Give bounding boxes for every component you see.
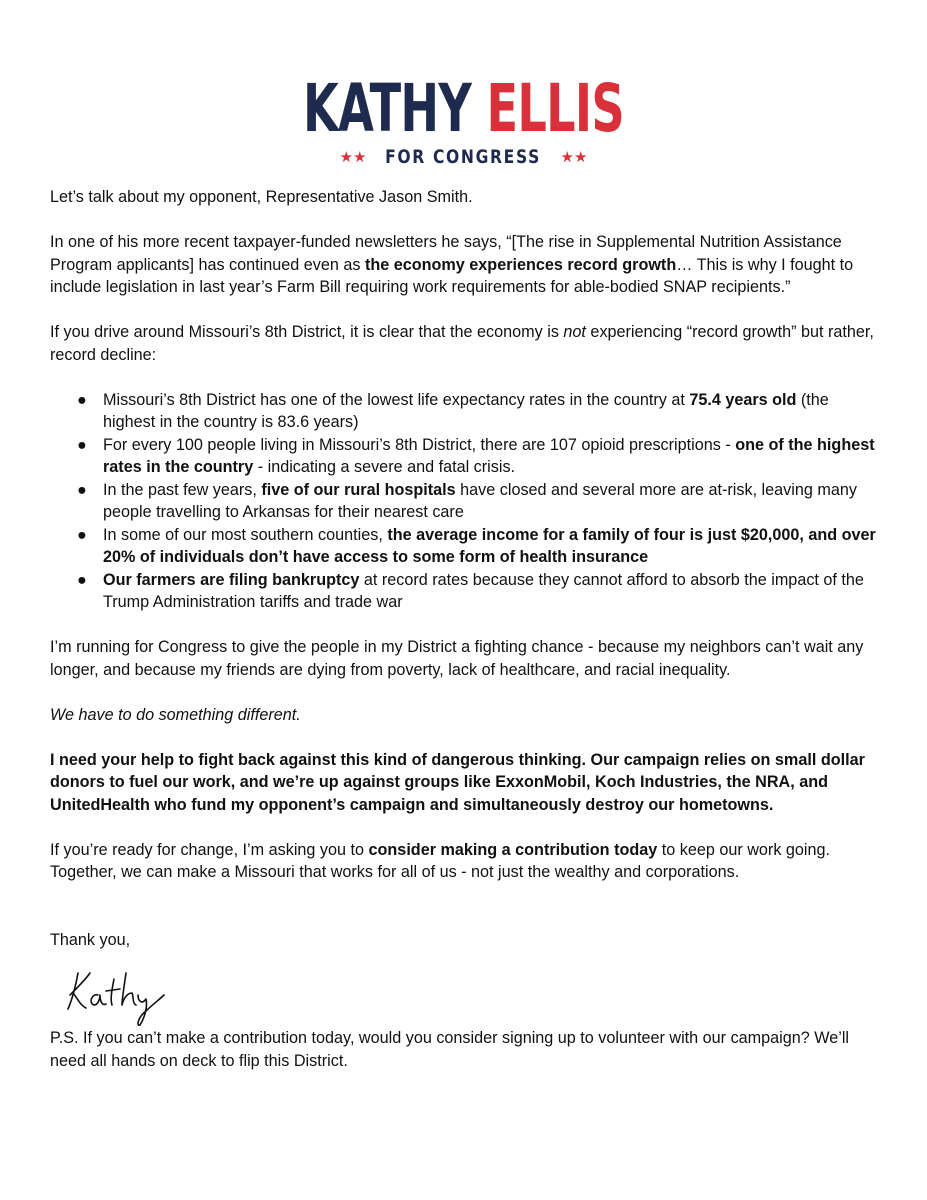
list-item xyxy=(50,569,880,614)
facts-list xyxy=(50,389,880,614)
text: Missouri’s 8th District has one of the lowest life expectancy rates in the country at xyxy=(103,390,690,409)
letter-body xyxy=(50,186,880,1095)
signature xyxy=(50,951,880,1027)
list-item xyxy=(50,524,880,569)
text: to keep our work going. Together, we can make a Missouri that works for all of us - not just the wealthy and corporations. xyxy=(50,840,831,881)
bullet-icon: ● xyxy=(77,390,87,409)
star-icon: ★★ xyxy=(560,148,588,166)
text: experiencing “record growth” but rather, record decline: xyxy=(50,323,874,364)
logo-name xyxy=(139,70,788,147)
bold-text: the economy experiences record growth xyxy=(364,255,677,274)
bold-text: 75.4 years old xyxy=(689,390,797,409)
text: at record rates because they cannot afford to absorb the impact of the Trump Administration tariffs and trade war xyxy=(103,570,864,611)
bold-text: five of our rural hospitals xyxy=(261,480,456,499)
closing-line: Thank you, xyxy=(50,930,131,949)
bullet-icon: ● xyxy=(77,570,87,589)
logo-tagline: FOR CONGRESS xyxy=(385,146,542,168)
campaign-logo xyxy=(0,70,927,168)
italic-text: We have to do something different. xyxy=(50,705,301,724)
text: In some of our most southern counties, xyxy=(103,525,388,544)
quote-paragraph xyxy=(50,231,880,299)
star-icon: ★★ xyxy=(339,148,367,166)
text: If you drive around Missouri’s 8th District, it is clear that the economy is xyxy=(50,323,564,341)
intro-paragraph: Let’s talk about my opponent, Representative Jason Smith. xyxy=(50,188,473,206)
text: (the highest in the country is 83.6 years) xyxy=(103,390,829,431)
text: For every 100 people living in Missouri’s 8th District, there are 107 opioid prescriptions - xyxy=(103,435,736,454)
text: - indicating a severe and fatal crisis. xyxy=(253,458,516,476)
bullet-icon: ● xyxy=(77,435,87,454)
list-item xyxy=(50,479,880,524)
signature-image xyxy=(64,955,184,1031)
different-paragraph xyxy=(50,704,880,727)
bold-text: consider making a contribution today xyxy=(368,840,658,859)
appeal-paragraph xyxy=(50,749,880,817)
list-item xyxy=(50,389,880,434)
ps-paragraph: P.S. If you can’t make a contribution today, would you consider signing up to volunteer with our campaign? We’ll need all hands on deck to flip this District. xyxy=(50,1029,850,1070)
ready-paragraph xyxy=(50,839,880,884)
bullet-icon: ● xyxy=(77,525,87,544)
logo-first-name: KATHY xyxy=(303,70,472,147)
logo-tagline-row xyxy=(0,146,927,168)
logo-last-name: ELLIS xyxy=(486,70,624,147)
text: have closed and several more are at-risk, leaving many people travelling to Arkansas for their nearest care xyxy=(103,480,857,521)
text: In the past few years, xyxy=(103,480,262,499)
district-paragraph xyxy=(50,321,880,366)
bold-text: I need your help to fight back against this kind of dangerous thinking. Our campaign relies on small dollar donors to fuel our work, and we’re up against groups like ExxonMobil, Koch Industries, the NRA, and UnitedHealth who fund my opponent’s campaign and simultaneously destroy our hometowns. xyxy=(50,750,865,814)
bold-text: the average income for a family of four is just $20,000, and over 20% of individuals don’t have access to some form of health insurance xyxy=(103,525,876,566)
bullet-icon: ● xyxy=(77,480,87,499)
bold-text: one of the highest rates in the country xyxy=(103,435,875,476)
text: … This is why I fought to include legislation in last year’s Farm Bill requiring work requirements for able-bodied SNAP recipients.” xyxy=(50,255,854,296)
text: In one of his more recent taxpayer-funded newsletters he says, “[The rise in Supplemental Nutrition Assistance Program applicants] has continued even as xyxy=(50,233,842,274)
italic-text: not xyxy=(563,323,586,341)
bold-text: Our farmers are filing bankruptcy xyxy=(103,570,360,589)
running-paragraph: I’m running for Congress to give the people in my District a fighting chance - because my neighbors can’t wait any longer, and because my friends are dying from poverty, lack of healthcare, and racial inequality. xyxy=(50,638,864,679)
text: If you’re ready for change, I’m asking you to xyxy=(50,840,369,859)
list-item xyxy=(50,434,880,479)
